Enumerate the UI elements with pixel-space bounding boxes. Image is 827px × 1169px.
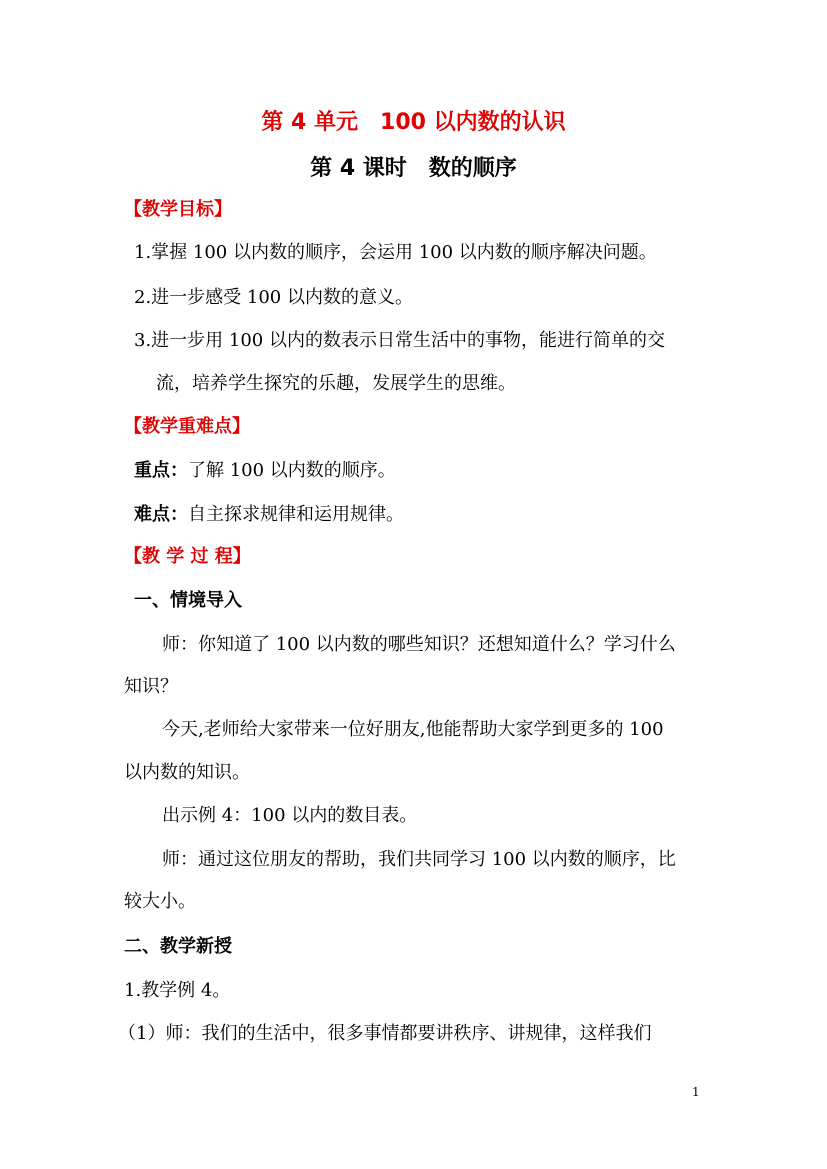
section-heading-objectives: 【教学目标】 (124, 199, 232, 220)
difficulty-label: 难点： (134, 504, 188, 525)
difficulty-line (134, 503, 404, 527)
key-point-line (134, 459, 396, 483)
paragraph-line: 知识？ (124, 676, 178, 697)
paragraph-line: 今天,老师给大家带来一位好朋友,他能帮助大家学到更多的 100 (162, 719, 664, 740)
paragraph-line: （1）师：我们的生活中，很多事情都要讲秩序、讲规律，这样我们 (118, 1023, 652, 1044)
section-heading-process: 【教 学 过 程】 (124, 546, 251, 567)
lesson-title: 第 4 课时 数的顺序 (310, 156, 517, 181)
paragraph-line: 较大小。 (124, 891, 196, 912)
unit-title: 第 4 单元 100 以内数的认识 (261, 110, 566, 135)
part1-heading: 一、情境导入 (134, 590, 242, 611)
objective-line: 2.进一步感受 100 以内数的意义。 (134, 287, 413, 308)
objective-line: 流，培养学生探究的乐趣，发展学生的思维。 (156, 373, 516, 394)
difficulty-text: 自主探求规律和运用规律。 (188, 504, 404, 525)
paragraph-line: 师：你知道了 100 以内数的哪些知识？还想知道什么？学习什么 (162, 634, 676, 655)
objective-line: 1.掌握 100 以内数的顺序，会运用 100 以内数的顺序解决问题。 (134, 242, 657, 263)
objective-line: 3.进一步用 100 以内的数表示日常生活中的事物，能进行简单的交 (134, 330, 665, 351)
paragraph-line: 1.教学例 4。 (124, 980, 231, 1001)
key-point-text: 了解 100 以内数的顺序。 (188, 460, 396, 481)
part2-heading: 二、教学新授 (124, 936, 232, 957)
paragraph-line: 师：通过这位朋友的帮助，我们共同学习 100 以内数的顺序，比 (162, 849, 676, 870)
paragraph-line: 出示例 4：100 以内的数目表。 (162, 805, 418, 826)
paragraph-line: 以内数的知识。 (124, 762, 250, 783)
section-heading-key-points: 【教学重难点】 (124, 416, 250, 437)
page-number: 1 (692, 1085, 700, 1099)
key-point-label: 重点： (134, 460, 188, 481)
